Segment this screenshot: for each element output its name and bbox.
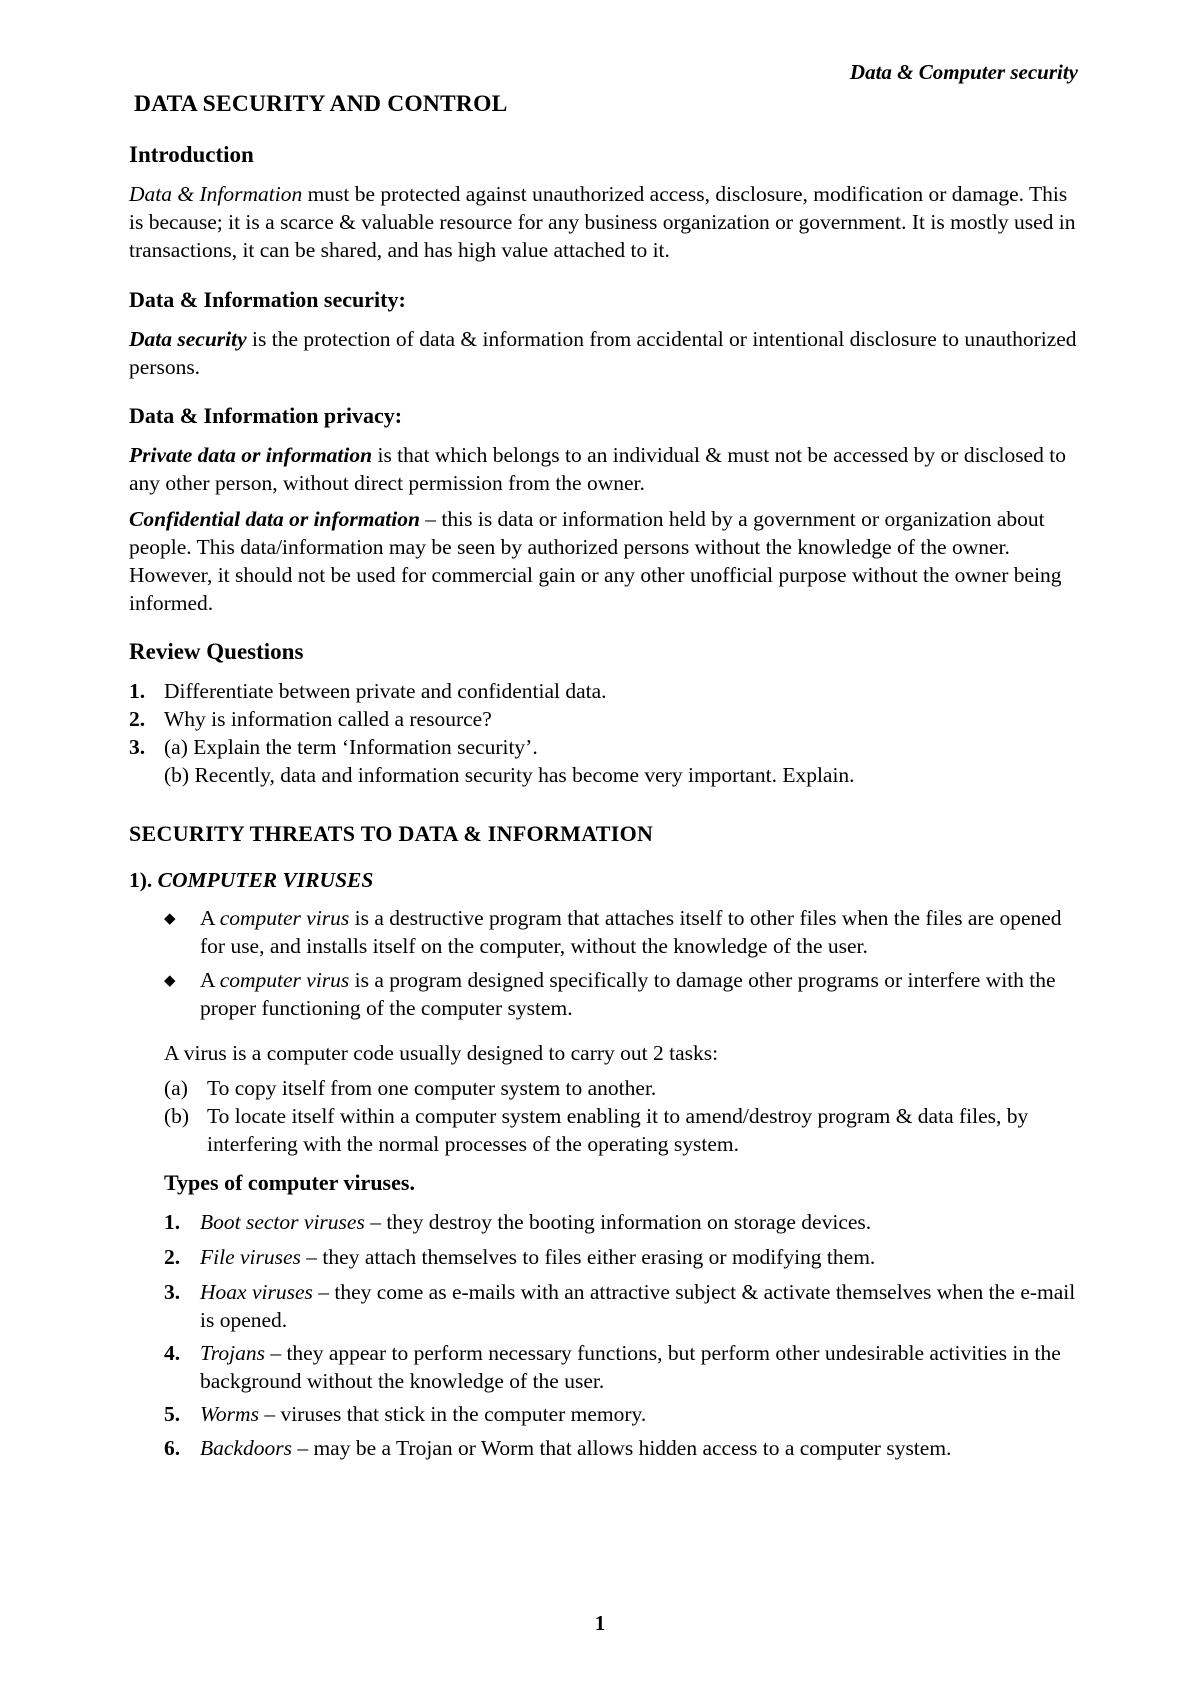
type-item-1: Boot sector viruses – they destroy the booting information on storage devices.: [200, 1210, 872, 1234]
task-text-b: To locate itself within a computer system enabling it to amend/destroy program & data files, by interfering with the normal processes of the operating system.: [207, 1104, 1029, 1156]
type-num-4: 4.: [164, 1341, 181, 1365]
virus-term-2: computer virus: [219, 968, 350, 992]
review-text-3b: (b) Recently, data and information security has become very important. Explain.: [164, 763, 855, 787]
review-text-1: Differentiate between private and confidential data.: [164, 679, 607, 703]
diamond-bullet-icon: ◆: [164, 973, 176, 989]
viruses-subheading-title: COMPUTER VIRUSES: [157, 868, 374, 892]
type-num-5: 5.: [164, 1402, 181, 1426]
type-item-5: Worms – viruses that stick in the computer memory.: [200, 1402, 647, 1426]
introduction-paragraph: [129, 180, 1084, 264]
type-item-6: Backdoors – may be a Trojan or Worm that allows hidden access to a computer system.: [200, 1436, 952, 1460]
page-number: 1: [594, 1611, 606, 1635]
viruses-subheading-num: 1).: [129, 868, 153, 892]
type-num-3: 3.: [164, 1280, 181, 1304]
confidential-text: – this is data or information held by a government or organization about people. This data/information may be seen by authorized persons without the knowledge of the owner. However, it should not be used for commercial gain or any other unofficial purpose without the owner being informed.: [129, 507, 1062, 615]
private-paragraph: [129, 441, 1084, 497]
diamond-bullet-icon: ◆: [164, 911, 176, 927]
security-text: is the protection of data & information from accidental or intentional disclosure to unauthorized persons.: [129, 327, 1077, 379]
tasks-intro: A virus is a computer code usually designed to carry out 2 tasks:: [164, 1041, 719, 1065]
task-label-a: (a): [164, 1076, 188, 1100]
confidential-term: Confidential data or information: [129, 507, 420, 531]
review-num-1: 1.: [129, 679, 146, 703]
virus-definition-2: A computer virus is a program designed specifically to damage other programs or interfere with the proper functioning of the computer system.: [200, 968, 1056, 1020]
review-list: [0, 677, 1200, 797]
review-num-3: 3.: [129, 735, 146, 759]
type-item-4: Trojans – they appear to perform necessary functions, but perform other undesirable activities in the background without the knowledge of the user.: [200, 1341, 1061, 1393]
review-text-2: Why is information called a resource?: [164, 707, 492, 731]
type-num-1: 1.: [164, 1210, 181, 1234]
document-title: DATA SECURITY AND CONTROL: [134, 91, 508, 117]
threats-heading: SECURITY THREATS TO DATA & INFORMATION: [129, 821, 654, 846]
introduction-text: must be protected against unauthorized access, disclosure, modification or damage. This is because; it is a scarce & valuable resource for any business organization or government. It is mostly used in transactions, it can be shared, and has high value attached to it.: [129, 182, 1076, 262]
virus-definition-1: A computer virus is a destructive program that attaches itself to other files when the files are opened for use, and installs itself on the computer, without the knowledge of the user.: [200, 906, 1062, 958]
security-heading: Data & Information security:: [129, 287, 406, 312]
virus-term-1: computer virus: [219, 906, 350, 930]
virus-definitions: [0, 904, 1200, 1024]
confidential-paragraph: [129, 505, 1084, 617]
type-item-3: Hoax viruses – they come as e-mails with an attractive subject & activate themselves when the e-mail is opened.: [200, 1280, 1076, 1332]
review-text-3a: (a) Explain the term ‘Information security’.: [164, 735, 538, 759]
viruses-subheading: [129, 866, 373, 894]
introduction-heading: Introduction: [129, 142, 254, 167]
types-heading: Types of computer viruses.: [164, 1170, 415, 1195]
security-term: Data security: [129, 327, 247, 351]
review-heading: Review Questions: [129, 639, 304, 664]
private-text: is that which belongs to an individual & must not be accessed by or disclosed to any other person, without direct permission from the owner.: [129, 443, 1066, 495]
introduction-term: Data & Information: [129, 182, 303, 206]
privacy-heading: Data & Information privacy:: [129, 403, 403, 428]
type-num-6: 6.: [164, 1436, 181, 1460]
private-term: Private data or information: [129, 443, 373, 467]
review-num-2: 2.: [129, 707, 146, 731]
task-text-a: To copy itself from one computer system to another.: [207, 1076, 657, 1100]
type-item-2: File viruses – they attach themselves to files either erasing or modifying them.: [200, 1245, 876, 1269]
tasks-list: [0, 1074, 1200, 1164]
security-paragraph: [129, 325, 1084, 381]
type-num-2: 2.: [164, 1245, 181, 1269]
running-header: Data & Computer security: [849, 60, 1078, 84]
task-label-b: (b): [164, 1104, 190, 1128]
virus-types-list: [0, 1208, 1200, 1468]
